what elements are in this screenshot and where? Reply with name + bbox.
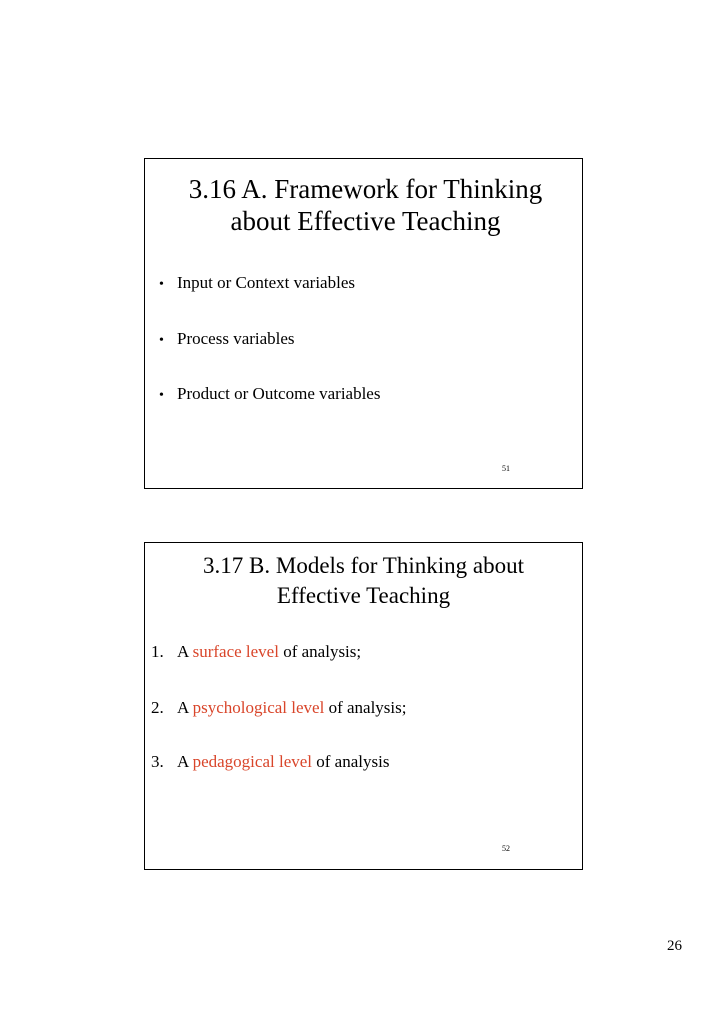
item-suffix: of analysis; — [328, 698, 407, 717]
item-number: 3. — [151, 752, 164, 771]
list-item — [151, 642, 361, 662]
page-number: 26 — [667, 938, 682, 954]
item-highlight: pedagogical level — [192, 752, 313, 771]
item-suffix: of analysis — [316, 752, 390, 771]
item-highlight: surface level — [192, 642, 279, 661]
slide-52 — [144, 542, 583, 870]
bullet-item — [159, 384, 380, 404]
slide-number: 51 — [502, 464, 510, 473]
item-prefix: A — [177, 642, 189, 661]
bullet-marker: • — [159, 333, 164, 348]
item-prefix: A — [177, 698, 189, 717]
list-item — [151, 698, 406, 718]
slide-number: 52 — [502, 844, 510, 853]
bullet-marker: • — [159, 277, 164, 292]
item-prefix: A — [177, 752, 189, 771]
bullet-item — [159, 329, 295, 349]
bullet-text: Input or Context variables — [177, 273, 355, 292]
item-highlight: psychological level — [192, 698, 325, 717]
slide-title-line-1: 3.16 A. Framework for Thinking — [188, 174, 543, 204]
list-item — [151, 752, 389, 772]
bullet-marker: • — [159, 388, 164, 403]
slide-51 — [144, 158, 583, 489]
bullet-item — [159, 273, 355, 293]
slide-title — [149, 173, 582, 237]
item-suffix: of analysis; — [283, 642, 362, 661]
slide-title-line-1: 3.17 B. Models for Thinking about — [203, 553, 524, 578]
item-number: 2. — [151, 698, 164, 717]
slide-title-line-2: Effective Teaching — [276, 583, 451, 608]
slide-title — [145, 551, 582, 611]
item-number: 1. — [151, 642, 164, 661]
slide-title-line-2: about Effective Teaching — [230, 206, 501, 236]
bullet-text: Product or Outcome variables — [177, 384, 381, 403]
bullet-text: Process variables — [177, 329, 295, 348]
